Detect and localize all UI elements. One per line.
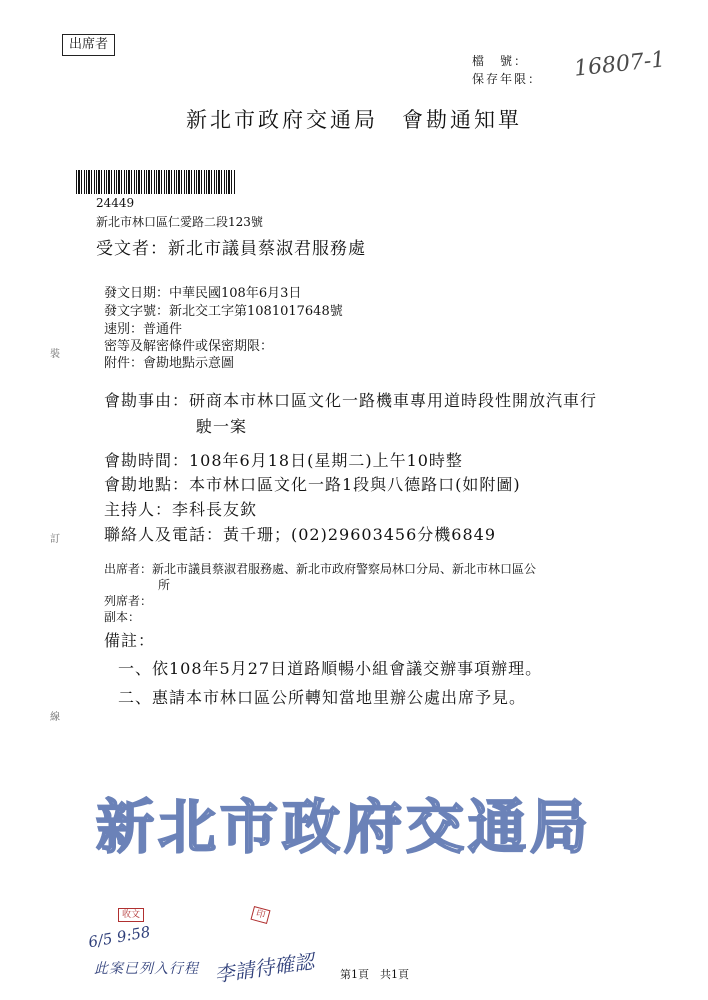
remark-item-2: 二、惠請本市林口區公所轉知當地里辦公處出席予見。	[118, 688, 527, 707]
postal-code: 24449	[96, 196, 135, 210]
retention-label: 保存年限：	[472, 72, 543, 86]
attendees-line-2: 所	[158, 578, 171, 592]
handwritten-receipt-time: 6/5 9:58	[86, 922, 152, 952]
barcode	[76, 170, 236, 194]
handwritten-file-number: 16807-1	[572, 47, 667, 82]
margin-mark-order: 訂	[50, 534, 60, 545]
margin-mark-line: 線	[50, 712, 60, 723]
copies: 副本：	[104, 610, 141, 624]
subject-line-1: 會勘事由：研商本市林口區文化一路機車專用道時段性開放汽車行	[104, 391, 598, 410]
margin-mark-bind: 裝	[50, 349, 60, 360]
scheduled-note: 此案已列入行程	[94, 961, 199, 977]
approval-seal: 印	[250, 906, 270, 924]
receipt-seal: 收文	[118, 908, 144, 922]
attachment: 附件：會勘地點示意圖	[104, 356, 235, 371]
page-number: 第1頁 共1頁	[340, 968, 409, 981]
survey-location: 會勘地點：本市林口區文化一路1段與八德路口(如附圖)	[104, 475, 521, 494]
recipient-address: 新北市林口區仁愛路二段123號	[96, 215, 263, 229]
file-number-label: 檔 號：	[472, 54, 529, 68]
delivery-speed: 速別：普通件	[104, 322, 183, 337]
attendees-line-1: 出席者：新北市議員蔡淑君服務處、新北市政府警察局林口分局、新北市林口區公	[104, 562, 537, 576]
subject-line-2: 駛一案	[196, 417, 248, 436]
document-title: 新北市政府交通局 會勘通知單	[186, 108, 522, 132]
survey-time: 會勘時間：108年6月18日(星期二)上午10時整	[104, 451, 463, 470]
remark-item-1: 一、依108年5月27日道路順暢小組會議交辦事項辦理。	[118, 659, 543, 678]
document-number: 發文字號：新北交工字第1081017648號	[104, 304, 343, 319]
remarks-label: 備註：	[104, 631, 156, 650]
contact-info: 聯絡人及電話：黃千珊；(02)29603456分機6849	[104, 525, 497, 544]
attendee-box: 出席者	[62, 34, 115, 56]
secrecy-level: 密等及解密條件或保密期限：	[104, 339, 274, 354]
agency-stamp: 新北市政府交通局	[96, 793, 593, 861]
handwritten-confirm-note: 李請待確認	[213, 949, 316, 987]
observers: 列席者：	[104, 594, 153, 608]
addressee: 受文者：新北市議員蔡淑君服務處	[96, 239, 366, 259]
issue-date: 發文日期：中華民國108年6月3日	[104, 286, 302, 301]
host: 主持人：李科長友欽	[104, 500, 258, 519]
